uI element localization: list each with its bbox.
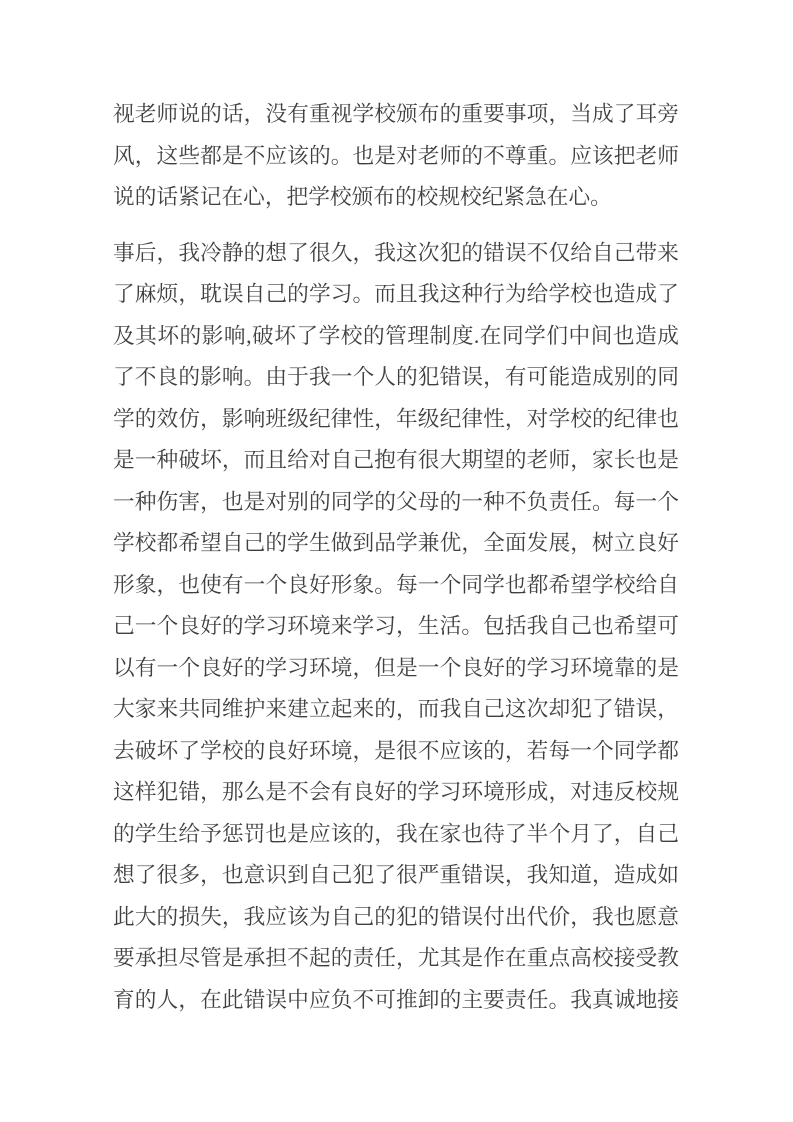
text-line: 己一个良好的学习环境来学习，生活。包括我自己也希望可 (113, 614, 679, 638)
text-line: 及其坏的影响,破坏了学校的管理制度.在同学们中间也造成 (113, 323, 679, 348)
text-line: 学的效仿，影响班级纪律性，年级纪律性，对学校的纪律也 (113, 406, 679, 431)
text-line: 学校都希望自己的学生做到品学兼优，全面发展，树立良好 (113, 531, 679, 555)
text-line: 此大的损失，我应该为自己的犯的错误付出代价，我也愿意 (113, 904, 679, 929)
text-line: 了麻烦，耽误自己的学习。而且我这种行为给学校也造成了 (113, 282, 679, 306)
paragraph (113, 233, 679, 1022)
text-line: 要承担尽管是承担不起的责任，尤其是作在重点高校接受教 (113, 946, 679, 970)
text-line: 这样犯错，那么是不会有良好的学习环境形成，对违反校规 (113, 780, 679, 804)
text-line: 形象，也使有一个良好形象。每一个同学也都希望学校给自 (113, 572, 679, 597)
text-line: 的学生给予惩罚也是应该的，我在家也待了半个月了，自己 (113, 821, 679, 846)
text-line: 去破坏了学校的良好环境，是很不应该的，若每一个同学都 (113, 738, 679, 763)
text-line: 说的话紧记在心，把学校颁布的校规校纪紧急在心。 (113, 185, 612, 209)
text-line: 风，这些都是不应该的。也是对老师的不尊重。应该把老师 (113, 143, 679, 168)
text-line: 以有一个良好的学习环境，但是一个良好的学习环境靠的是 (113, 655, 679, 680)
paragraph (113, 94, 679, 219)
text-line: 是一种破坏，而且给对自己抱有很大期望的老师，家长也是 (113, 448, 679, 472)
text-line: 想了很多，也意识到自己犯了很严重错误，我知道，造成如 (113, 863, 679, 887)
text-line: 事后，我冷静的想了很久，我这次犯的错误不仅给自己带来 (113, 240, 679, 265)
text-line: 了不良的影响。由于我一个人的犯错误，有可能造成别的同 (113, 365, 679, 389)
text-line: 育的人，在此错误中应负不可推卸的主要责任。我真诚地接 (113, 987, 679, 1012)
text-line: 一种伤害，也是对别的同学的父母的一种不负责任。每一个 (113, 489, 679, 514)
text-line: 视老师说的话，没有重视学校颁布的重要事项，当成了耳旁 (113, 102, 679, 126)
text-line: 大家来共同维护来建立起来的，而我自己这次却犯了错误， (113, 697, 679, 721)
